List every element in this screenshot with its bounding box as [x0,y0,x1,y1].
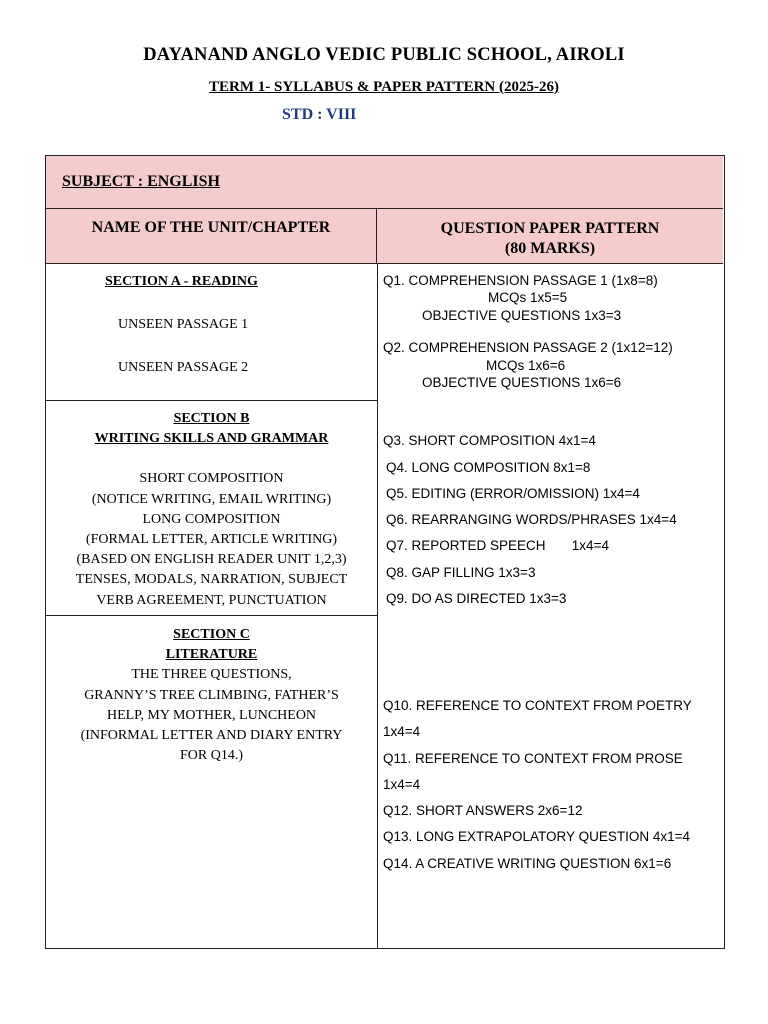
section-b-line: VERB AGREEMENT, PUNCTUATION [96,592,327,608]
question-q11: Q11. REFERENCE TO CONTEXT FROM PROSE [383,751,683,766]
question-q7: Q7. REPORTED SPEECH 1x4=4 [386,538,609,553]
section-c-line: FOR Q14.) [179,748,243,764]
question-q2: Q2. COMPREHENSION PASSAGE 2 (1x12=12) [383,340,673,355]
section-c-line: HELP, MY MOTHER, LUNCHEON [106,707,317,723]
question-q2-mcq: MCQs 1x6=6 [486,358,566,373]
column-header-pattern-marks: (80 MARKS) [504,240,596,257]
section-b-line: (FORMAL LETTER, ARTICLE WRITING) [85,532,338,548]
question-q13: Q13. LONG EXTRAPOLATORY QUESTION 4x1=4 [383,829,690,844]
question-q2-objective: OBJECTIVE QUESTIONS 1x6=6 [422,375,622,390]
column-header-pattern [377,209,723,264]
std-label: STD : VIII [282,106,357,123]
section-c-subheading: LITERATURE [165,647,258,663]
column-divider [377,264,378,949]
question-q3: Q3. SHORT COMPOSITION 4x1=4 [383,433,596,448]
section-b-line: LONG COMPOSITION [142,511,281,527]
question-q14: Q14. A CREATIVE WRITING QUESTION 6x1=6 [383,856,672,871]
row-divider-a-b [46,400,377,401]
question-q10: Q10. REFERENCE TO CONTEXT FROM POETRY [383,698,692,713]
question-q12: Q12. SHORT ANSWERS 2x6=12 [383,803,583,818]
section-c-cell [46,625,377,766]
section-b-cell [46,409,377,611]
section-a-cell [46,274,377,400]
question-q6: Q6. REARRANGING WORDS/PHRASES 1x4=4 [386,512,677,527]
section-c-line: (INFORMAL LETTER AND DIARY ENTRY [80,728,343,744]
section-a-heading: SECTION A - READING [105,274,258,289]
unseen-passage-2: UNSEEN PASSAGE 2 [118,360,249,375]
unseen-passage-1: UNSEEN PASSAGE 1 [118,317,249,332]
section-b-subheading: WRITING SKILLS AND GRAMMAR [94,431,329,447]
section-b-line: SHORT COMPOSITION [139,471,284,487]
question-q4: Q4. LONG COMPOSITION 8x1=8 [386,460,591,475]
section-b-line: TENSES, MODALS, NARRATION, SUBJECT [75,572,348,588]
question-q11-marks: 1x4=4 [383,777,421,792]
term-title: TERM 1- SYLLABUS & PAPER PATTERN (2025-26) [208,79,559,95]
column-header-pattern-title: QUESTION PAPER PATTERN [440,220,660,237]
question-q8: Q8. GAP FILLING 1x3=3 [386,565,536,580]
subject-label: SUBJECT : ENGLISH [62,173,220,190]
section-c-heading: SECTION C [173,627,250,642]
section-c-line: GRANNY’S TREE CLIMBING, FATHER’S [84,687,339,703]
row-divider-b-c [46,615,377,616]
subject-row [46,156,723,209]
school-title: DAYANAND ANGLO VEDIC PUBLIC SCHOOL, AIROLI [143,45,625,65]
question-q5: Q5. EDITING (ERROR/OMISSION) 1x4=4 [386,486,640,501]
section-b-line: (NOTICE WRITING, EMAIL WRITING) [91,491,332,507]
column-header-unit: NAME OF THE UNIT/CHAPTER [46,209,377,264]
question-q1-objective: OBJECTIVE QUESTIONS 1x3=3 [422,308,622,323]
question-q1-mcq: MCQs 1x5=5 [488,290,568,305]
question-q10-marks: 1x4=4 [383,724,421,739]
section-b-heading: SECTION B [173,411,250,426]
section-b-line: (BASED ON ENGLISH READER UNIT 1,2,3) [76,552,347,568]
syllabus-table [45,155,725,949]
section-c-line: THE THREE QUESTIONS, [131,667,292,683]
question-q1: Q1. COMPREHENSION PASSAGE 1 (1x8=8) [383,273,658,288]
question-q9: Q9. DO AS DIRECTED 1x3=3 [386,591,567,606]
